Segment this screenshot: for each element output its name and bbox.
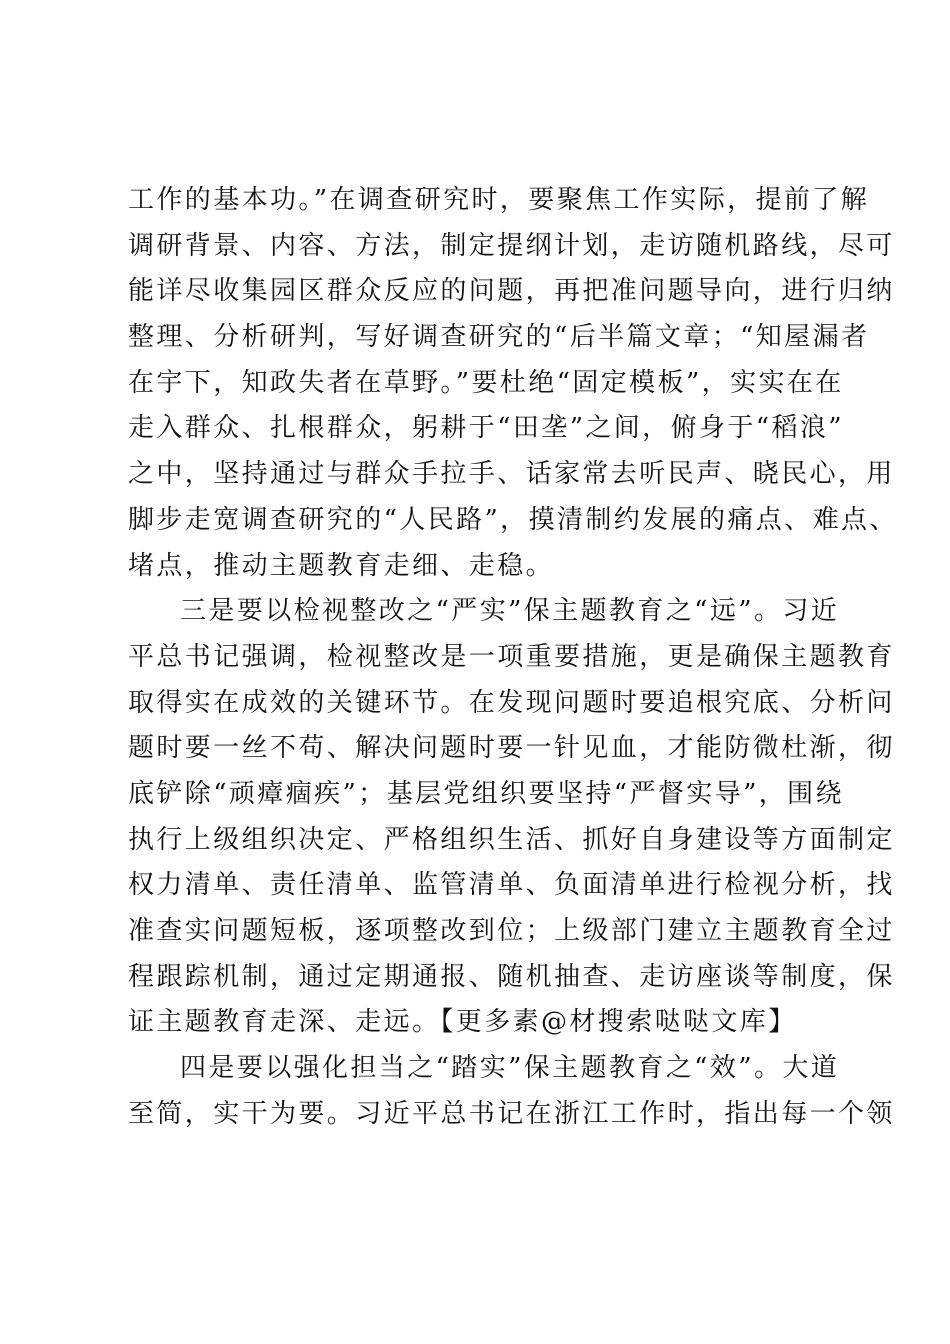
paragraph-first-line: 三是要以检视整改之“严实”保主题教育之“远”。习近	[180, 596, 840, 627]
paragraph-first-line: 四是要以强化担当之“踏实”保主题教育之“效”。大道	[180, 1053, 840, 1084]
text-line: 在宇下，知政失者在草野。”要杜绝“固定模板”，实实在在	[128, 367, 844, 398]
text-line: 脚步走宽调查研究的“人民路”，摸清制约发展的痛点、难点、	[128, 504, 898, 535]
text-line: 题时要一丝不苟、解决问题时要一针见血，才能防微杜渐，彻	[128, 733, 895, 764]
text-line: 至简，实干为要。习近平总书记在浙江工作时，指出每一个领	[128, 1098, 895, 1129]
text-line: 平总书记强调，检视整改是一项重要措施，更是确保主题教育	[128, 641, 895, 672]
text-line: 整理、分析研判，写好调查研究的“后半篇文章；“知屋漏者	[128, 322, 870, 353]
text-line: 取得实在成效的关键环节。在发现问题时要追根究底、分析问	[128, 687, 895, 718]
text-line: 底铲除“顽瘴痼疾”；基层党组织要坚持“严督实导”，围绕	[128, 778, 844, 809]
text-line: 之中，坚持通过与群众手拉手、话家常去听民声、晓民心，用	[128, 459, 895, 490]
text-line: 准查实问题短板，逐项整改到位；上级部门建立主题教育全过	[128, 916, 895, 946]
text-line: 工作的基本功。”在调查研究时，要聚焦工作实际，提前了解	[128, 185, 870, 215]
text-line: 权力清单、责任清单、监管清单、负面清单进行检视分析，找	[128, 870, 895, 901]
text-line: 程跟踪机制，通过定期通报、随机抽查、走访座谈等制度，保	[128, 961, 895, 992]
text-line: 执行上级组织决定、严格组织生活、抓好自身建设等方面制定	[128, 824, 895, 855]
text-line: 堵点，推动主题教育走细、走稳。	[128, 550, 555, 581]
text-line: 走入群众、扎根群众，躬耕于“田垄”之间，俯身于“稻浪”	[128, 413, 844, 444]
document-body	[128, 178, 898, 1137]
text-line: 证主题教育走深、走远。【更多素@材搜索哒哒文库】	[128, 1007, 797, 1038]
text-line: 调研背景、内容、方法，制定提纲计划，走访随机路线，尽可	[128, 230, 895, 261]
text-line: 能详尽收集园区群众反应的问题，再把准问题导向，进行归纳	[128, 276, 895, 307]
